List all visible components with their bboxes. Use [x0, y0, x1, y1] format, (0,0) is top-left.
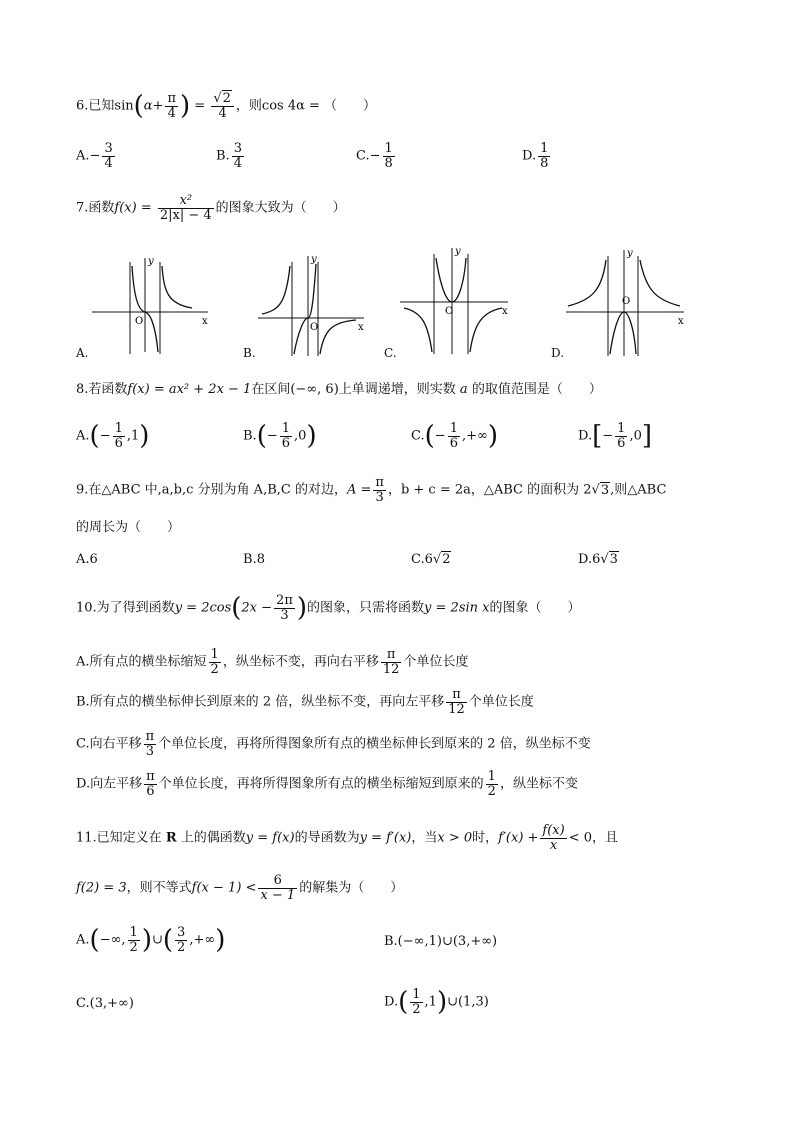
axis-x-label: x	[202, 316, 208, 327]
origin-label: O	[622, 296, 631, 307]
axis-x-label: x	[502, 306, 508, 317]
q7-graph-a[interactable]	[80, 252, 220, 360]
q7-option-b[interactable]: B.	[243, 346, 256, 360]
origin-label: O	[445, 306, 454, 317]
q6-frac-pi4: $\frac{\pi}{4}$	[167, 91, 176, 121]
q8-option-a[interactable]: A.(− $\frac{1}{6}$ ,1)	[76, 421, 150, 452]
q9-option-b[interactable]: B.8	[243, 552, 265, 567]
q9-stem-line2: 的周长为（ ）	[76, 520, 181, 535]
q7-option-d[interactable]: D.	[551, 346, 565, 360]
q10-option-a[interactable]: A.所有点的横坐标缩短 $\frac{1}{2}$ ，纵坐标不变，再向右平移 $\frac{\pi}{12}$ 个单位长度	[76, 647, 469, 677]
q6-frac-sqrt2: $\frac{√2}{4}$	[211, 92, 234, 120]
q11-option-c[interactable]: C.(3,+∞)	[76, 996, 134, 1011]
axis-x-label: x	[358, 322, 364, 333]
q6-stem: 6.已知sin(α+ $\frac{\pi}{4}$ ) = $\frac{√2}{4}$ ，则cos 4α = （ ）	[76, 91, 377, 122]
axis-y-label: y	[627, 248, 633, 259]
q10-option-b[interactable]: B.所有点的横坐标伸长到原来的 2 倍，纵坐标不变，再向左平移 $\frac{\pi}{12}$ 个单位长度	[76, 687, 534, 717]
q9-stem: 9.在△ABC 中,a,b,c 分别为角 A,B,C 的对边，A = $\frac{\pi}{3}$ ，b + c = 2a，△ABC 的面积为 2√3,则△ABC	[76, 475, 667, 505]
q7-graph-b[interactable]	[252, 252, 372, 360]
q8-stem: 8.若函数f(x) = ax² + 2x − 1在区间(−∞, 6)上单调递增，则实数 a 的取值范围是（ ）	[76, 382, 602, 397]
q7-stem: 7.函数f(x) = $\frac{\text{x²}}{2|x| - 4}$ 的图象大致为（ ）	[76, 193, 346, 223]
q10-option-c[interactable]: C.向右平移 $\frac{\pi}{3}$ 个单位长度，再将所得图象所有点的横坐标伸长到原来的 2 倍，纵坐标不变	[76, 729, 591, 759]
axis-y-label: y	[455, 246, 461, 257]
q10-stem: 10.为了得到函数y = 2cos(2x − $\frac{2\pi}{3}$ )的图象，只需将函数y = 2sin x的图象（ ）	[76, 593, 581, 624]
q6-option-a[interactable]: A.− $\frac{3}{4}$	[76, 141, 113, 171]
q11-option-d[interactable]: D.( $\frac{1}{2}$ ,1)∪(1,3)	[384, 987, 489, 1018]
q8-option-c[interactable]: C.(− $\frac{1}{6}$ ,+∞)	[411, 421, 498, 452]
q7-option-a[interactable]: A.	[76, 346, 89, 360]
q9-option-d[interactable]: D.6√3	[578, 552, 618, 567]
q11-option-b[interactable]: B.(−∞,1)∪(3,+∞)	[384, 934, 498, 949]
q6-option-b[interactable]: B. $\frac{3}{4}$	[216, 141, 242, 171]
q11-option-a[interactable]: A.(−∞, $\frac{1}{2}$ )∪( $\frac{3}{2}$ ,+∞)	[76, 925, 226, 956]
axis-x-label: x	[678, 316, 684, 327]
axis-y-label: y	[311, 254, 317, 265]
origin-label: O	[310, 322, 319, 333]
axis-y-label: y	[148, 256, 154, 267]
q10-option-d[interactable]: D.向左平移 $\frac{\pi}{6}$ 个单位长度，再将所得图象所有点的横坐标缩短到原来的 $\frac{1}{2}$ ，纵坐标不变	[76, 769, 578, 799]
q7-option-c[interactable]: C.	[384, 346, 397, 360]
q11-stem-line2: f(2) = 3，则不等式f(x − 1) < $\frac{6}{x - 1}$ 的解集为（ ）	[76, 873, 404, 903]
q11-stem: 11.已知定义在 R 上的偶函数y = f(x)的导函数为y = f′(x)，当x > 0时，f′(x) + $\frac{f(x)}{x}$ < 0，且	[76, 823, 619, 853]
q6-option-c[interactable]: C.− $\frac{1}{8}$	[356, 141, 393, 171]
q9-option-c[interactable]: C.6√2	[411, 552, 451, 567]
q8-option-d[interactable]: D.[− $\frac{1}{6}$ ,0]	[578, 421, 652, 452]
q8-option-b[interactable]: B.(− $\frac{1}{6}$ ,0)	[243, 421, 317, 452]
origin-label: O	[135, 316, 144, 327]
q7-graph-c[interactable]	[396, 244, 516, 356]
q9-option-a[interactable]: A.6	[76, 552, 98, 567]
q6-option-d[interactable]: D. $\frac{1}{8}$	[522, 141, 549, 171]
q7-graph-d[interactable]	[562, 246, 690, 358]
